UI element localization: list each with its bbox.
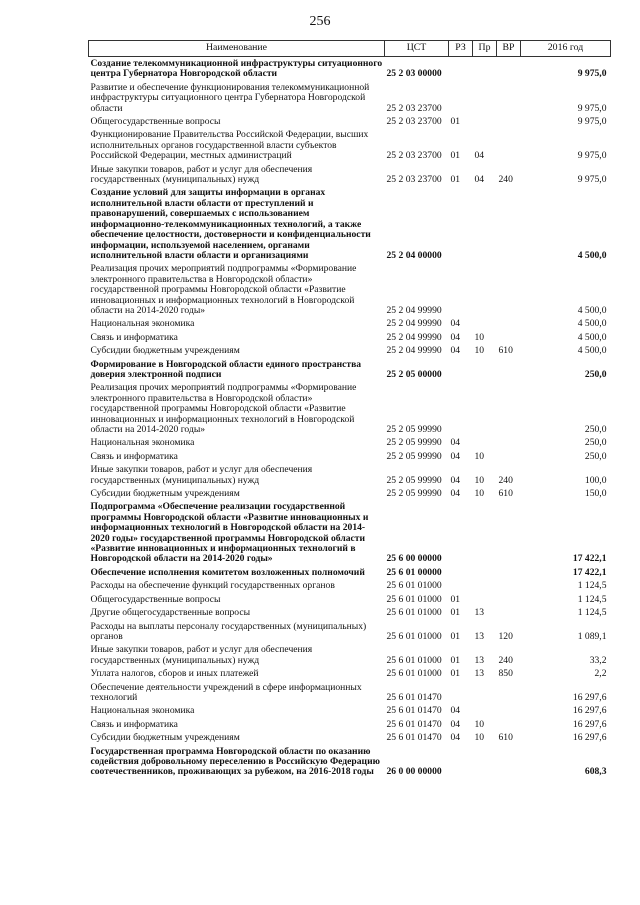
row-pr: [473, 80, 497, 114]
table-row: [89, 462, 611, 486]
row-pr: [473, 578, 497, 591]
row-rz: [449, 185, 473, 261]
row-rz: 01: [450, 116, 461, 128]
header-name: Наименование: [89, 41, 385, 57]
row-rz: 01: [450, 630, 461, 642]
row-vr: [497, 80, 521, 114]
table-row: [89, 57, 611, 80]
row-cst: 25 6 01 01470: [386, 718, 442, 730]
row-pr: [473, 261, 497, 316]
row-vr: [497, 330, 521, 343]
row-pr: [473, 499, 497, 564]
row-pr: 13: [474, 668, 485, 680]
header-vr: ВР: [497, 41, 521, 57]
row-cst: 25 2 04 00000: [386, 249, 442, 261]
row-amount: 4 500,0: [577, 318, 607, 330]
row-vr: 120: [498, 630, 513, 642]
row-vr: [497, 499, 521, 564]
row-amount: 250,0: [584, 368, 607, 380]
row-cst: 25 2 05 99990: [386, 450, 442, 462]
table-header: [89, 41, 611, 57]
table-row: [89, 578, 611, 591]
row-name: Связь и информатика: [90, 718, 178, 730]
row-pr: 04: [474, 174, 485, 186]
row-amount: 9 975,0: [577, 116, 607, 128]
row-name: Связь и информатика: [90, 331, 178, 343]
row-vr: [497, 261, 521, 316]
row-rz: [449, 357, 473, 381]
row-cst: 26 0 00 00000: [386, 766, 442, 778]
row-cst: 25 2 04 99990: [386, 304, 442, 316]
row-cst: 25 2 05 99990: [386, 437, 442, 449]
row-amount: 1 124,5: [577, 593, 607, 605]
row-amount: 250,0: [584, 450, 607, 462]
row-rz: [449, 57, 473, 80]
row-rz: 04: [450, 705, 461, 717]
row-pr: [473, 565, 497, 578]
row-amount: 16 297,6: [572, 691, 607, 703]
row-amount: 17 422,1: [572, 553, 607, 565]
row-cst: 25 6 01 01470: [386, 705, 442, 717]
row-pr: 10: [474, 732, 485, 744]
row-pr: [473, 57, 497, 80]
row-amount: 9 975,0: [577, 150, 607, 162]
row-amount: 608,3: [584, 766, 607, 778]
row-cst: 25 2 05 99990: [386, 488, 442, 500]
row-name: Субсидии бюджетным учреждениям: [90, 732, 240, 744]
row-rz: 04: [450, 450, 461, 462]
row-vr: [497, 680, 521, 704]
row-amount: 4 500,0: [577, 249, 607, 261]
row-vr: 850: [498, 668, 513, 680]
budget-table: [88, 40, 611, 778]
row-amount: 9 975,0: [577, 102, 607, 114]
header-pr: Пр: [473, 41, 497, 57]
row-name: Функционирование Правительства Российской Федерации, высших исполнительных органов государственной власти субъектов Российской Федерации, местных администраций: [90, 129, 369, 162]
row-name: Иные закупки товаров, работ и услуг для обеспечения государственных (муниципальных) нужд: [90, 464, 313, 486]
row-amount: 9 975,0: [577, 174, 607, 186]
row-vr: [497, 565, 521, 578]
row-rz: [449, 80, 473, 114]
row-name: Иные закупки товаров, работ и услуг для обеспечения государственных (муниципальных) нужд: [90, 644, 313, 666]
table-row: [89, 185, 611, 261]
header-rz: РЗ: [449, 41, 473, 57]
table-row: [89, 330, 611, 343]
row-cst: 25 2 03 23700: [386, 150, 442, 162]
table-row: [89, 114, 611, 127]
row-cst: 25 6 01 01470: [386, 691, 442, 703]
row-pr: 13: [474, 654, 485, 666]
row-vr: [497, 578, 521, 591]
table-row: [89, 357, 611, 381]
row-rz: [449, 565, 473, 578]
row-vr: [497, 703, 521, 716]
row-amount: 2,2: [594, 668, 607, 680]
row-name: Общегосударственные вопросы: [90, 593, 221, 605]
row-vr: 610: [498, 345, 513, 357]
row-name: Уплата налогов, сборов и иных платежей: [90, 668, 259, 680]
row-rz: 04: [450, 474, 461, 486]
row-cst: 25 2 03 23700: [386, 116, 442, 128]
row-amount: 17 422,1: [572, 566, 607, 578]
table-row: [89, 162, 611, 186]
row-cst: 25 2 04 99990: [386, 318, 442, 330]
row-vr: [497, 357, 521, 381]
row-vr: [497, 57, 521, 80]
row-pr: 10: [474, 474, 485, 486]
row-vr: 240: [498, 174, 513, 186]
row-rz: [449, 578, 473, 591]
row-vr: 240: [498, 474, 513, 486]
row-name: Национальная экономика: [90, 437, 195, 449]
row-pr: 10: [474, 488, 485, 500]
row-vr: [497, 114, 521, 127]
row-cst: 25 2 03 23700: [386, 174, 442, 186]
row-cst: 25 2 03 23700: [386, 102, 442, 114]
row-name: Развитие и обеспечение функционирования телекоммуникационной инфраструктуры ситуационного центра Губернатора Новгородской области: [90, 81, 370, 114]
table-row: [89, 703, 611, 716]
table-row: [89, 619, 611, 643]
row-name: Обеспечение исполнения комитетом возложенных полномочий: [90, 566, 365, 578]
table-row: [89, 80, 611, 114]
row-name: Расходы на выплаты персоналу государственных (муниципальных) органов: [90, 620, 367, 642]
row-cst: 25 6 01 01000: [386, 668, 442, 680]
table-row: [89, 680, 611, 704]
row-vr: [497, 185, 521, 261]
row-name: Реализация прочих мероприятий подпрограммы «Формирование электронного правительства в Новгородской области» государственной программы Новгородской области «Развитие инновационных и информационных технологий в Новгородской области на 2014-2020 годы»: [90, 382, 357, 435]
row-cst: 25 6 00 00000: [386, 553, 442, 565]
row-vr: [497, 744, 521, 778]
row-rz: 04: [450, 331, 461, 343]
row-amount: 1 124,5: [577, 607, 607, 619]
table-row: [89, 666, 611, 679]
row-name: Подпрограмма «Обеспечение реализации государственной программы Новгородской области «Развитие инновационных и информационных технологий в Новгородской области на 2014-2020 годы» государственной программы Новгородской области «Развитие инновационных и информационных технологий в Новгородской области на 2014-2020 годы»: [90, 501, 369, 565]
row-vr: [497, 316, 521, 329]
row-name: Создание телекоммуникационной инфраструктуры ситуационного центра Губернатора Новгородской области: [90, 58, 383, 80]
row-amount: 4 500,0: [577, 304, 607, 316]
row-name: Связь и информатика: [90, 450, 178, 462]
row-vr: [497, 127, 521, 161]
table-row: [89, 642, 611, 666]
row-amount: 100,0: [584, 474, 607, 486]
row-vr: [497, 717, 521, 730]
row-rz: 04: [450, 437, 461, 449]
row-pr: 10: [474, 718, 485, 730]
row-pr: [473, 680, 497, 704]
table-row: [89, 261, 611, 316]
row-cst: 25 2 03 00000: [386, 68, 442, 80]
row-vr: 610: [498, 488, 513, 500]
table-row: [89, 343, 611, 356]
row-cst: 25 6 01 01470: [386, 732, 442, 744]
row-pr: [473, 357, 497, 381]
row-amount: 16 297,6: [572, 732, 607, 744]
row-vr: [497, 380, 521, 435]
row-vr: [497, 592, 521, 605]
row-rz: 01: [450, 174, 461, 186]
row-rz: [449, 261, 473, 316]
table-row: [89, 730, 611, 743]
row-amount: 250,0: [584, 437, 607, 449]
table-row: [89, 565, 611, 578]
row-vr: [497, 449, 521, 462]
row-name: Расходы на обеспечение функций государственных органов: [90, 580, 335, 592]
row-amount: 33,2: [589, 654, 607, 666]
row-cst: 25 2 05 99990: [386, 474, 442, 486]
row-rz: 04: [450, 488, 461, 500]
row-rz: 01: [450, 668, 461, 680]
table-row: [89, 499, 611, 564]
row-rz: [449, 680, 473, 704]
table-row: [89, 744, 611, 778]
table-row: [89, 449, 611, 462]
header-cst: ЦСТ: [385, 41, 449, 57]
row-pr: 10: [474, 450, 485, 462]
table-row: [89, 486, 611, 499]
row-name: Обеспечение деятельности учреждений в сфере информационных технологий: [90, 681, 362, 703]
row-rz: 04: [450, 732, 461, 744]
row-pr: 13: [474, 607, 485, 619]
row-amount: 1 124,5: [577, 580, 607, 592]
row-rz: 04: [450, 318, 461, 330]
row-name: Формирование в Новгородской области единого пространства доверия электронной подписи: [90, 358, 362, 380]
row-vr: 240: [498, 654, 513, 666]
row-name: Государственная программа Новгородской области по оказанию содействия добровольному переселению в Российскую Федерацию соотечественников, проживающих за рубежом, на 2016-2018 годы: [90, 745, 380, 778]
row-cst: 25 6 01 01000: [386, 607, 442, 619]
row-pr: [473, 744, 497, 778]
row-pr: [473, 380, 497, 435]
row-pr: 04: [474, 150, 485, 162]
row-cst: 25 2 04 99990: [386, 345, 442, 357]
row-name: Иные закупки товаров, работ и услуг для обеспечения государственных (муниципальных) нужд: [90, 163, 313, 186]
table-row: [89, 592, 611, 605]
row-rz: 04: [450, 345, 461, 357]
row-pr: [473, 185, 497, 261]
row-pr: [473, 316, 497, 329]
row-vr: [497, 435, 521, 448]
row-name: Другие общегосударственные вопросы: [90, 607, 251, 619]
table-row: [89, 316, 611, 329]
page-number: 256: [309, 14, 331, 29]
row-cst: 25 2 05 99990: [386, 424, 442, 435]
row-cst: 25 6 01 00000: [386, 566, 442, 578]
row-pr: 13: [474, 630, 485, 642]
table-body: [89, 57, 611, 778]
row-amount: 1 089,1: [577, 630, 607, 642]
table-row: [89, 605, 611, 618]
row-name: Субсидии бюджетным учреждениям: [90, 345, 240, 357]
row-cst: 25 2 05 00000: [386, 368, 442, 380]
table-row: [89, 435, 611, 448]
row-pr: 10: [474, 345, 485, 357]
row-name: Субсидии бюджетным учреждениям: [90, 488, 240, 500]
row-amount: 9 975,0: [577, 68, 607, 80]
row-rz: [449, 499, 473, 564]
row-name: Национальная экономика: [90, 318, 195, 330]
row-cst: 25 6 01 01000: [386, 580, 442, 592]
row-pr: [473, 592, 497, 605]
row-amount: 4 500,0: [577, 331, 607, 343]
row-pr: [473, 435, 497, 448]
row-cst: 25 6 01 01000: [386, 593, 442, 605]
row-amount: 150,0: [584, 488, 607, 500]
row-vr: [497, 605, 521, 618]
row-pr: [473, 703, 497, 716]
row-pr: [473, 114, 497, 127]
header-year: 2016 год: [521, 41, 611, 57]
row-vr: 610: [498, 732, 513, 744]
row-amount: 16 297,6: [572, 718, 607, 730]
row-rz: 01: [450, 593, 461, 605]
row-name: Национальная экономика: [90, 705, 195, 717]
row-cst: 25 6 01 01000: [386, 654, 442, 666]
row-name: Создание условий для защиты информации в органах исполнительной власти области от преступлений и правонарушений, совершаемых с использованием информационно-телекоммуникационных технологий, а также обеспечение целостности, достоверности и конфиденциальности информации, используемой населением, органами исполнительной власти области и организациями: [90, 187, 371, 261]
table-row: [89, 127, 611, 161]
row-pr: 10: [474, 331, 485, 343]
row-rz: 01: [450, 654, 461, 666]
row-cst: 25 6 01 01000: [386, 630, 442, 642]
row-rz: 01: [450, 607, 461, 619]
row-rz: [449, 744, 473, 778]
table-row: [89, 717, 611, 730]
row-name: Общегосударственные вопросы: [90, 116, 221, 128]
row-rz: [449, 380, 473, 435]
row-name: Реализация прочих мероприятий подпрограммы «Формирование электронного правительства в Новгородской области» государственной программы Новгородской области «Развитие инновационных и информационных технологий в Новгородской области на 2014-2020 годы»: [90, 263, 357, 316]
row-rz: 04: [450, 718, 461, 730]
row-amount: 16 297,6: [572, 705, 607, 717]
row-rz: 01: [450, 150, 461, 162]
row-cst: 25 2 04 99990: [386, 331, 442, 343]
row-amount: 4 500,0: [577, 345, 607, 357]
row-amount: 250,0: [584, 424, 607, 435]
table-row: [89, 380, 611, 435]
